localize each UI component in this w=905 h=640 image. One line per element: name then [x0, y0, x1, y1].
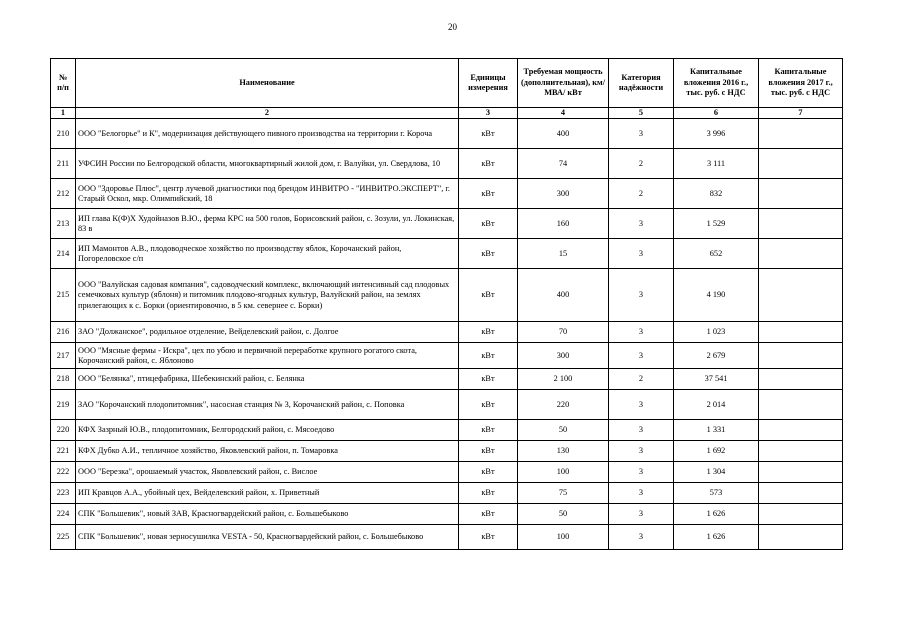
row-number: 218	[51, 369, 76, 390]
table-row	[51, 420, 843, 441]
row-cap2017	[759, 441, 843, 462]
row-cap2017	[759, 420, 843, 441]
table-row	[51, 179, 843, 209]
row-cap2016: 652	[674, 239, 759, 269]
row-category: 3	[609, 390, 674, 420]
row-power: 300	[518, 343, 609, 369]
table-row	[51, 483, 843, 504]
row-power: 75	[518, 483, 609, 504]
row-cap2016: 1 023	[674, 322, 759, 343]
row-cap2016: 1 529	[674, 209, 759, 239]
row-cap2016: 4 190	[674, 269, 759, 322]
row-name: УФСИН России по Белгородской области, многоквартирный жилой дом, г. Валуйки, ул. Свердлова, 10	[76, 149, 459, 179]
table-header-row	[51, 59, 843, 108]
header-category: Категория надёжности	[609, 59, 674, 108]
header-cap2017: Капитальные вложения 2017 г., тыс. руб. с НДС	[759, 59, 843, 108]
column-index: 1	[51, 108, 76, 119]
row-units: кВт	[459, 119, 518, 149]
row-cap2016: 832	[674, 179, 759, 209]
row-cap2016: 2 679	[674, 343, 759, 369]
row-cap2016: 1 331	[674, 420, 759, 441]
row-category: 2	[609, 369, 674, 390]
row-number: 221	[51, 441, 76, 462]
row-power: 50	[518, 420, 609, 441]
row-name: ООО "Белогорье" и К", модернизация действующего пивного производства на территории г. Короча	[76, 119, 459, 149]
row-number: 223	[51, 483, 76, 504]
row-name: ИП Мамонтов А.В., плодоводческое хозяйство по производству яблок, Корочанский район, Погореловское с/п	[76, 239, 459, 269]
row-power: 100	[518, 525, 609, 550]
row-category: 3	[609, 462, 674, 483]
row-cap2016: 1 692	[674, 441, 759, 462]
row-power: 300	[518, 179, 609, 209]
row-category: 2	[609, 149, 674, 179]
row-cap2017	[759, 119, 843, 149]
column-index-row	[51, 108, 843, 119]
row-cap2017	[759, 269, 843, 322]
table-row	[51, 504, 843, 525]
row-cap2016: 37 541	[674, 369, 759, 390]
row-power: 74	[518, 149, 609, 179]
row-units: кВт	[459, 483, 518, 504]
row-units: кВт	[459, 322, 518, 343]
investment-table	[50, 58, 843, 550]
table-row	[51, 343, 843, 369]
row-units: кВт	[459, 504, 518, 525]
row-category: 3	[609, 504, 674, 525]
row-cap2017	[759, 343, 843, 369]
row-category: 3	[609, 420, 674, 441]
row-units: кВт	[459, 269, 518, 322]
row-power: 15	[518, 239, 609, 269]
table-row	[51, 269, 843, 322]
row-units: кВт	[459, 462, 518, 483]
row-name: СПК "Большевик", новый ЗАВ, Красногвардейский район, с. Большебыково	[76, 504, 459, 525]
row-power: 100	[518, 462, 609, 483]
row-cap2016: 2 014	[674, 390, 759, 420]
table-row	[51, 149, 843, 179]
row-cap2016: 1 626	[674, 525, 759, 550]
row-cap2017	[759, 525, 843, 550]
table-row	[51, 441, 843, 462]
row-number: 220	[51, 420, 76, 441]
row-name: ЗАО "Корочанский плодопитомник", насосная станция № 3, Корочанский район, с. Поповка	[76, 390, 459, 420]
row-number: 219	[51, 390, 76, 420]
row-category: 3	[609, 441, 674, 462]
table-row	[51, 239, 843, 269]
row-units: кВт	[459, 179, 518, 209]
row-units: кВт	[459, 239, 518, 269]
column-index: 3	[459, 108, 518, 119]
row-cap2017	[759, 504, 843, 525]
header-name: Наименование	[76, 59, 459, 108]
row-name: КФХ Зазрный Ю.В., плодопитомник, Белгородский район, с. Мясоедово	[76, 420, 459, 441]
row-cap2016: 3 996	[674, 119, 759, 149]
row-number: 225	[51, 525, 76, 550]
row-category: 3	[609, 322, 674, 343]
column-index: 5	[609, 108, 674, 119]
row-power: 130	[518, 441, 609, 462]
row-power: 400	[518, 269, 609, 322]
table-row	[51, 322, 843, 343]
row-power: 2 100	[518, 369, 609, 390]
row-power: 50	[518, 504, 609, 525]
row-units: кВт	[459, 390, 518, 420]
row-name: ООО "Мясные фермы - Искра", цех по убою и первичной переработке крупного рогатого скота, Корочанский район, с. Яблоново	[76, 343, 459, 369]
row-cap2016: 3 111	[674, 149, 759, 179]
row-name: ООО "Здоровье Плюс", центр лучевой диагностики под брендом ИНВИТРО - "ИНВИТРО.ЭКСПЕРТ", г. Старый Оскол, мкр. Олимпийский, 18	[76, 179, 459, 209]
row-cap2017	[759, 390, 843, 420]
column-index: 4	[518, 108, 609, 119]
row-power: 70	[518, 322, 609, 343]
row-name: ООО "Валуйская садовая компания", садоводческий комплекс, включающий интенсивный сад плодовых семечковых культур (яблоня) и питомник плодово-ягодных культур, Валуйский район, на землях прилегающих к с. Борки (ориентировочно, в 5 км. севернее с. Борки)	[76, 269, 459, 322]
row-category: 2	[609, 179, 674, 209]
row-units: кВт	[459, 525, 518, 550]
row-power: 400	[518, 119, 609, 149]
row-number: 217	[51, 343, 76, 369]
table-row	[51, 369, 843, 390]
row-cap2017	[759, 149, 843, 179]
row-cap2016: 573	[674, 483, 759, 504]
row-power: 220	[518, 390, 609, 420]
row-category: 3	[609, 343, 674, 369]
row-number: 213	[51, 209, 76, 239]
row-power: 160	[518, 209, 609, 239]
header-power: Требуемая мощность (дополнительная), км/ МВА/ кВт	[518, 59, 609, 108]
row-cap2017	[759, 369, 843, 390]
column-index: 6	[674, 108, 759, 119]
row-category: 3	[609, 209, 674, 239]
page-number: 20	[448, 22, 457, 32]
row-units: кВт	[459, 441, 518, 462]
row-number: 214	[51, 239, 76, 269]
row-category: 3	[609, 525, 674, 550]
row-category: 3	[609, 119, 674, 149]
row-number: 222	[51, 462, 76, 483]
row-name: ИП глава К(Ф)Х Худойназов В.Ю., ферма КРС на 500 голов, Борисовский район, с. Зозули, ул. Локинская, 83 в	[76, 209, 459, 239]
row-name: КФХ Дубко А.И., тепличное хозяйство, Яковлевский район, п. Томаровка	[76, 441, 459, 462]
row-cap2016: 1 626	[674, 504, 759, 525]
row-name: ООО "Березка", орошаемый участок, Яковлевский район, с. Вислое	[76, 462, 459, 483]
row-number: 210	[51, 119, 76, 149]
row-cap2017	[759, 462, 843, 483]
table-row	[51, 525, 843, 550]
row-units: кВт	[459, 369, 518, 390]
row-name: ООО "Белянка", птицефабрика, Шебекинский район, с. Белянка	[76, 369, 459, 390]
header-cap2016: Капитальные вложения 2016 г., тыс. руб. с НДС	[674, 59, 759, 108]
row-units: кВт	[459, 149, 518, 179]
row-cap2017	[759, 322, 843, 343]
header-units: Единицы измерения	[459, 59, 518, 108]
row-cap2016: 1 304	[674, 462, 759, 483]
row-number: 215	[51, 269, 76, 322]
row-units: кВт	[459, 420, 518, 441]
table-row	[51, 119, 843, 149]
table-row	[51, 462, 843, 483]
row-cap2017	[759, 209, 843, 239]
column-index: 7	[759, 108, 843, 119]
row-category: 3	[609, 239, 674, 269]
row-category: 3	[609, 483, 674, 504]
column-index: 2	[76, 108, 459, 119]
row-cap2017	[759, 239, 843, 269]
row-category: 3	[609, 269, 674, 322]
row-name: ИП Кравцов А.А., убойный цех, Вейделевский район, х. Приветный	[76, 483, 459, 504]
row-number: 211	[51, 149, 76, 179]
row-units: кВт	[459, 209, 518, 239]
row-cap2017	[759, 483, 843, 504]
row-name: СПК "Большевик", новая зерносушилка VESTA - 50, Красногвардейский район, с. Большебыково	[76, 525, 459, 550]
row-number: 216	[51, 322, 76, 343]
row-cap2017	[759, 179, 843, 209]
table-row	[51, 209, 843, 239]
row-units: кВт	[459, 343, 518, 369]
table-row	[51, 390, 843, 420]
row-number: 212	[51, 179, 76, 209]
header-num: № п/п	[51, 59, 76, 108]
row-name: ЗАО "Должанское", родильное отделение, Вейделевский район, с. Долгое	[76, 322, 459, 343]
row-number: 224	[51, 504, 76, 525]
